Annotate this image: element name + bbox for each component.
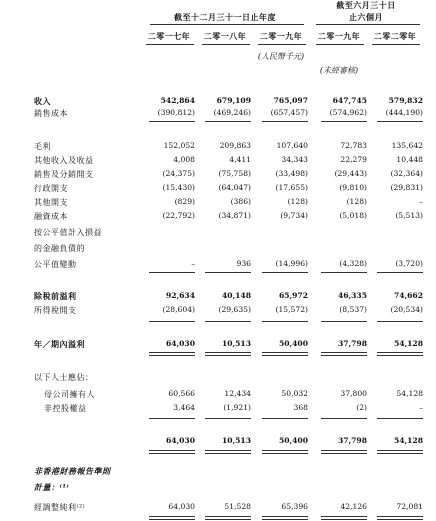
table-cell: (390,812) xyxy=(157,108,195,117)
table-cell: 64,030 xyxy=(168,502,195,511)
row-label: 計量：⁽¹⁾ xyxy=(34,482,70,492)
single-rule xyxy=(377,272,423,273)
table-cell: 22,279 xyxy=(340,155,367,164)
year-group-header: 截至十二月三十一日止年度 xyxy=(174,12,276,22)
single-rule xyxy=(149,272,195,273)
double-rule xyxy=(321,516,367,520)
double-rule xyxy=(262,352,308,356)
col-underline-2 xyxy=(202,44,250,45)
single-rule xyxy=(205,321,251,322)
table-cell: 65,972 xyxy=(278,291,308,300)
column-header-2020-h1: 二零二零年 xyxy=(373,31,417,41)
table-cell: (469,246) xyxy=(213,108,251,117)
table-cell: (9,810) xyxy=(339,183,367,192)
single-rule xyxy=(149,321,195,322)
column-header-2019-h1: 二零一九年 xyxy=(317,31,361,41)
unaudited-note: (未經審核) xyxy=(319,66,359,75)
table-cell: – xyxy=(419,403,423,412)
double-rule xyxy=(321,352,367,356)
row-label: 的金融負債的 xyxy=(34,244,85,253)
double-rule xyxy=(262,516,308,520)
table-cell: (1,921) xyxy=(223,403,251,412)
table-cell: (22,792) xyxy=(162,211,195,220)
table-cell: 92,634 xyxy=(165,291,195,300)
table-cell: (34,871) xyxy=(218,211,251,220)
table-cell: (24,375) xyxy=(162,169,195,178)
single-rule xyxy=(205,418,251,419)
row-label: 行政開支 xyxy=(34,184,68,193)
single-rule xyxy=(262,272,308,273)
table-cell: – xyxy=(191,259,195,268)
double-rule xyxy=(205,352,251,356)
single-rule xyxy=(321,272,367,273)
double-rule xyxy=(149,516,195,520)
col-underline-3 xyxy=(258,44,306,45)
table-cell: 42,126 xyxy=(340,502,367,511)
row-label: 毛利 xyxy=(34,142,51,151)
half-group-header-line1: 截至六月三十日 xyxy=(336,0,396,10)
table-cell: (29,635) xyxy=(218,305,251,314)
table-cell: (8,537) xyxy=(339,305,367,314)
row-label: 收入 xyxy=(34,96,51,106)
table-cell: 10,513 xyxy=(221,436,251,445)
col-underline-1 xyxy=(146,44,194,45)
half-group-underline xyxy=(316,24,420,25)
table-cell: (5,513) xyxy=(395,211,423,220)
row-label: 其他開支 xyxy=(34,198,68,207)
single-rule xyxy=(205,121,251,122)
table-cell: (29,443) xyxy=(334,169,367,178)
table-cell: (33,498) xyxy=(275,169,308,178)
table-cell: (29,831) xyxy=(390,183,423,192)
single-rule xyxy=(149,121,195,122)
row-label: 銷售及分銷開支 xyxy=(34,170,94,179)
double-rule xyxy=(377,450,423,454)
single-rule xyxy=(377,321,423,322)
table-cell: 72,783 xyxy=(340,141,367,150)
table-cell: (128) xyxy=(287,197,308,206)
double-rule xyxy=(321,450,367,454)
table-cell: 60,566 xyxy=(168,389,195,398)
table-cell: 542,864 xyxy=(160,96,195,105)
table-cell: – xyxy=(419,197,423,206)
table-cell: 54,128 xyxy=(393,339,423,348)
table-cell: 10,513 xyxy=(221,339,251,348)
table-cell: (9,734) xyxy=(280,211,308,220)
table-cell: 54,128 xyxy=(393,436,423,445)
table-cell: 10,448 xyxy=(396,155,423,164)
double-rule xyxy=(205,516,251,520)
table-cell: (15,430) xyxy=(162,183,195,192)
table-cell: (17,655) xyxy=(275,183,308,192)
double-rule xyxy=(377,352,423,356)
table-cell: (64,047) xyxy=(218,183,251,192)
column-header-2017: 二零一七年 xyxy=(147,31,191,41)
currency-note: (人民幣千元) xyxy=(257,52,305,61)
row-label: 非香港財務報告準則 xyxy=(34,466,111,476)
double-rule xyxy=(262,450,308,454)
col-underline-5 xyxy=(372,44,420,45)
double-rule xyxy=(149,352,195,356)
table-cell: (14,996) xyxy=(275,259,308,268)
table-cell: 40,148 xyxy=(221,291,251,300)
table-cell: (444,190) xyxy=(385,108,423,117)
single-rule xyxy=(321,121,367,122)
row-label: 所得稅開支 xyxy=(34,306,77,315)
col-underline-4 xyxy=(316,44,364,45)
single-rule xyxy=(377,418,423,419)
table-cell: (15,572) xyxy=(275,305,308,314)
table-cell: 647,745 xyxy=(332,96,367,105)
table-cell: 64,030 xyxy=(165,339,195,348)
row-label: 年／期內溢利 xyxy=(34,339,85,349)
single-rule xyxy=(149,418,195,419)
table-cell: (20,534) xyxy=(390,305,423,314)
table-cell: 51,528 xyxy=(224,502,251,511)
table-cell: (3,720) xyxy=(395,259,423,268)
single-rule xyxy=(262,321,308,322)
table-cell: 37,798 xyxy=(337,339,367,348)
table-cell: (4,328) xyxy=(339,259,367,268)
row-label: 銷售成本 xyxy=(34,109,68,118)
table-cell: 135,642 xyxy=(391,141,423,150)
table-cell: (28,604) xyxy=(162,305,195,314)
table-cell: 368 xyxy=(293,403,308,412)
table-cell: 3,464 xyxy=(173,403,195,412)
column-header-2018: 二零一八年 xyxy=(203,31,247,41)
column-header-2019: 二零一九年 xyxy=(259,31,303,41)
table-cell: 54,128 xyxy=(396,389,423,398)
table-cell: 74,662 xyxy=(393,291,423,300)
row-label: 母公司擁有人 xyxy=(44,390,95,399)
single-rule xyxy=(321,321,367,322)
row-label: 融資成本 xyxy=(34,212,68,221)
single-rule xyxy=(262,121,308,122)
double-rule xyxy=(205,450,251,454)
table-cell: (2) xyxy=(356,403,367,412)
table-cell: 579,832 xyxy=(388,96,423,105)
table-cell: (386) xyxy=(230,197,251,206)
table-cell: 64,030 xyxy=(165,436,195,445)
table-cell: 107,640 xyxy=(276,141,308,150)
row-label: 公平值變動 xyxy=(34,260,77,269)
row-label: 經調整純利⁽²⁾ xyxy=(34,503,86,512)
table-cell: (5,018) xyxy=(339,211,367,220)
table-cell: 4,008 xyxy=(173,155,195,164)
table-cell: 34,343 xyxy=(281,155,308,164)
table-cell: (32,364) xyxy=(390,169,423,178)
single-rule xyxy=(205,272,251,273)
table-cell: 50,032 xyxy=(281,389,308,398)
table-cell: (574,962) xyxy=(329,108,367,117)
row-label: 除稅前溢利 xyxy=(34,291,77,301)
row-label: 非控股權益 xyxy=(44,404,87,413)
table-cell: 152,052 xyxy=(163,141,195,150)
table-cell: 65,396 xyxy=(281,502,308,511)
table-cell: 50,400 xyxy=(278,436,308,445)
row-label: 按公平值計入損益 xyxy=(34,228,102,237)
table-cell: 46,335 xyxy=(337,291,367,300)
table-cell: (829) xyxy=(174,197,195,206)
table-cell: 12,434 xyxy=(224,389,251,398)
table-cell: 936 xyxy=(236,259,251,268)
year-group-underline xyxy=(150,24,304,25)
table-cell: (657,457) xyxy=(270,108,308,117)
row-label: 以下人士應佔： xyxy=(34,373,94,382)
table-cell: 72,081 xyxy=(396,502,423,511)
double-rule xyxy=(377,516,423,520)
half-group-header-line2: 止六個月 xyxy=(349,12,383,22)
table-cell: 37,800 xyxy=(340,389,367,398)
table-cell: 4,411 xyxy=(229,155,251,164)
table-cell: (128) xyxy=(346,197,367,206)
table-cell: 37,798 xyxy=(337,436,367,445)
table-cell: 679,109 xyxy=(216,96,251,105)
table-cell: 209,863 xyxy=(219,141,251,150)
table-cell: (75,758) xyxy=(218,169,251,178)
double-rule xyxy=(149,450,195,454)
row-label: 其他收入及收益 xyxy=(34,156,94,165)
single-rule xyxy=(262,418,308,419)
single-rule xyxy=(377,121,423,122)
single-rule xyxy=(321,418,367,419)
table-cell: 765,097 xyxy=(273,96,308,105)
table-cell: 50,400 xyxy=(278,339,308,348)
